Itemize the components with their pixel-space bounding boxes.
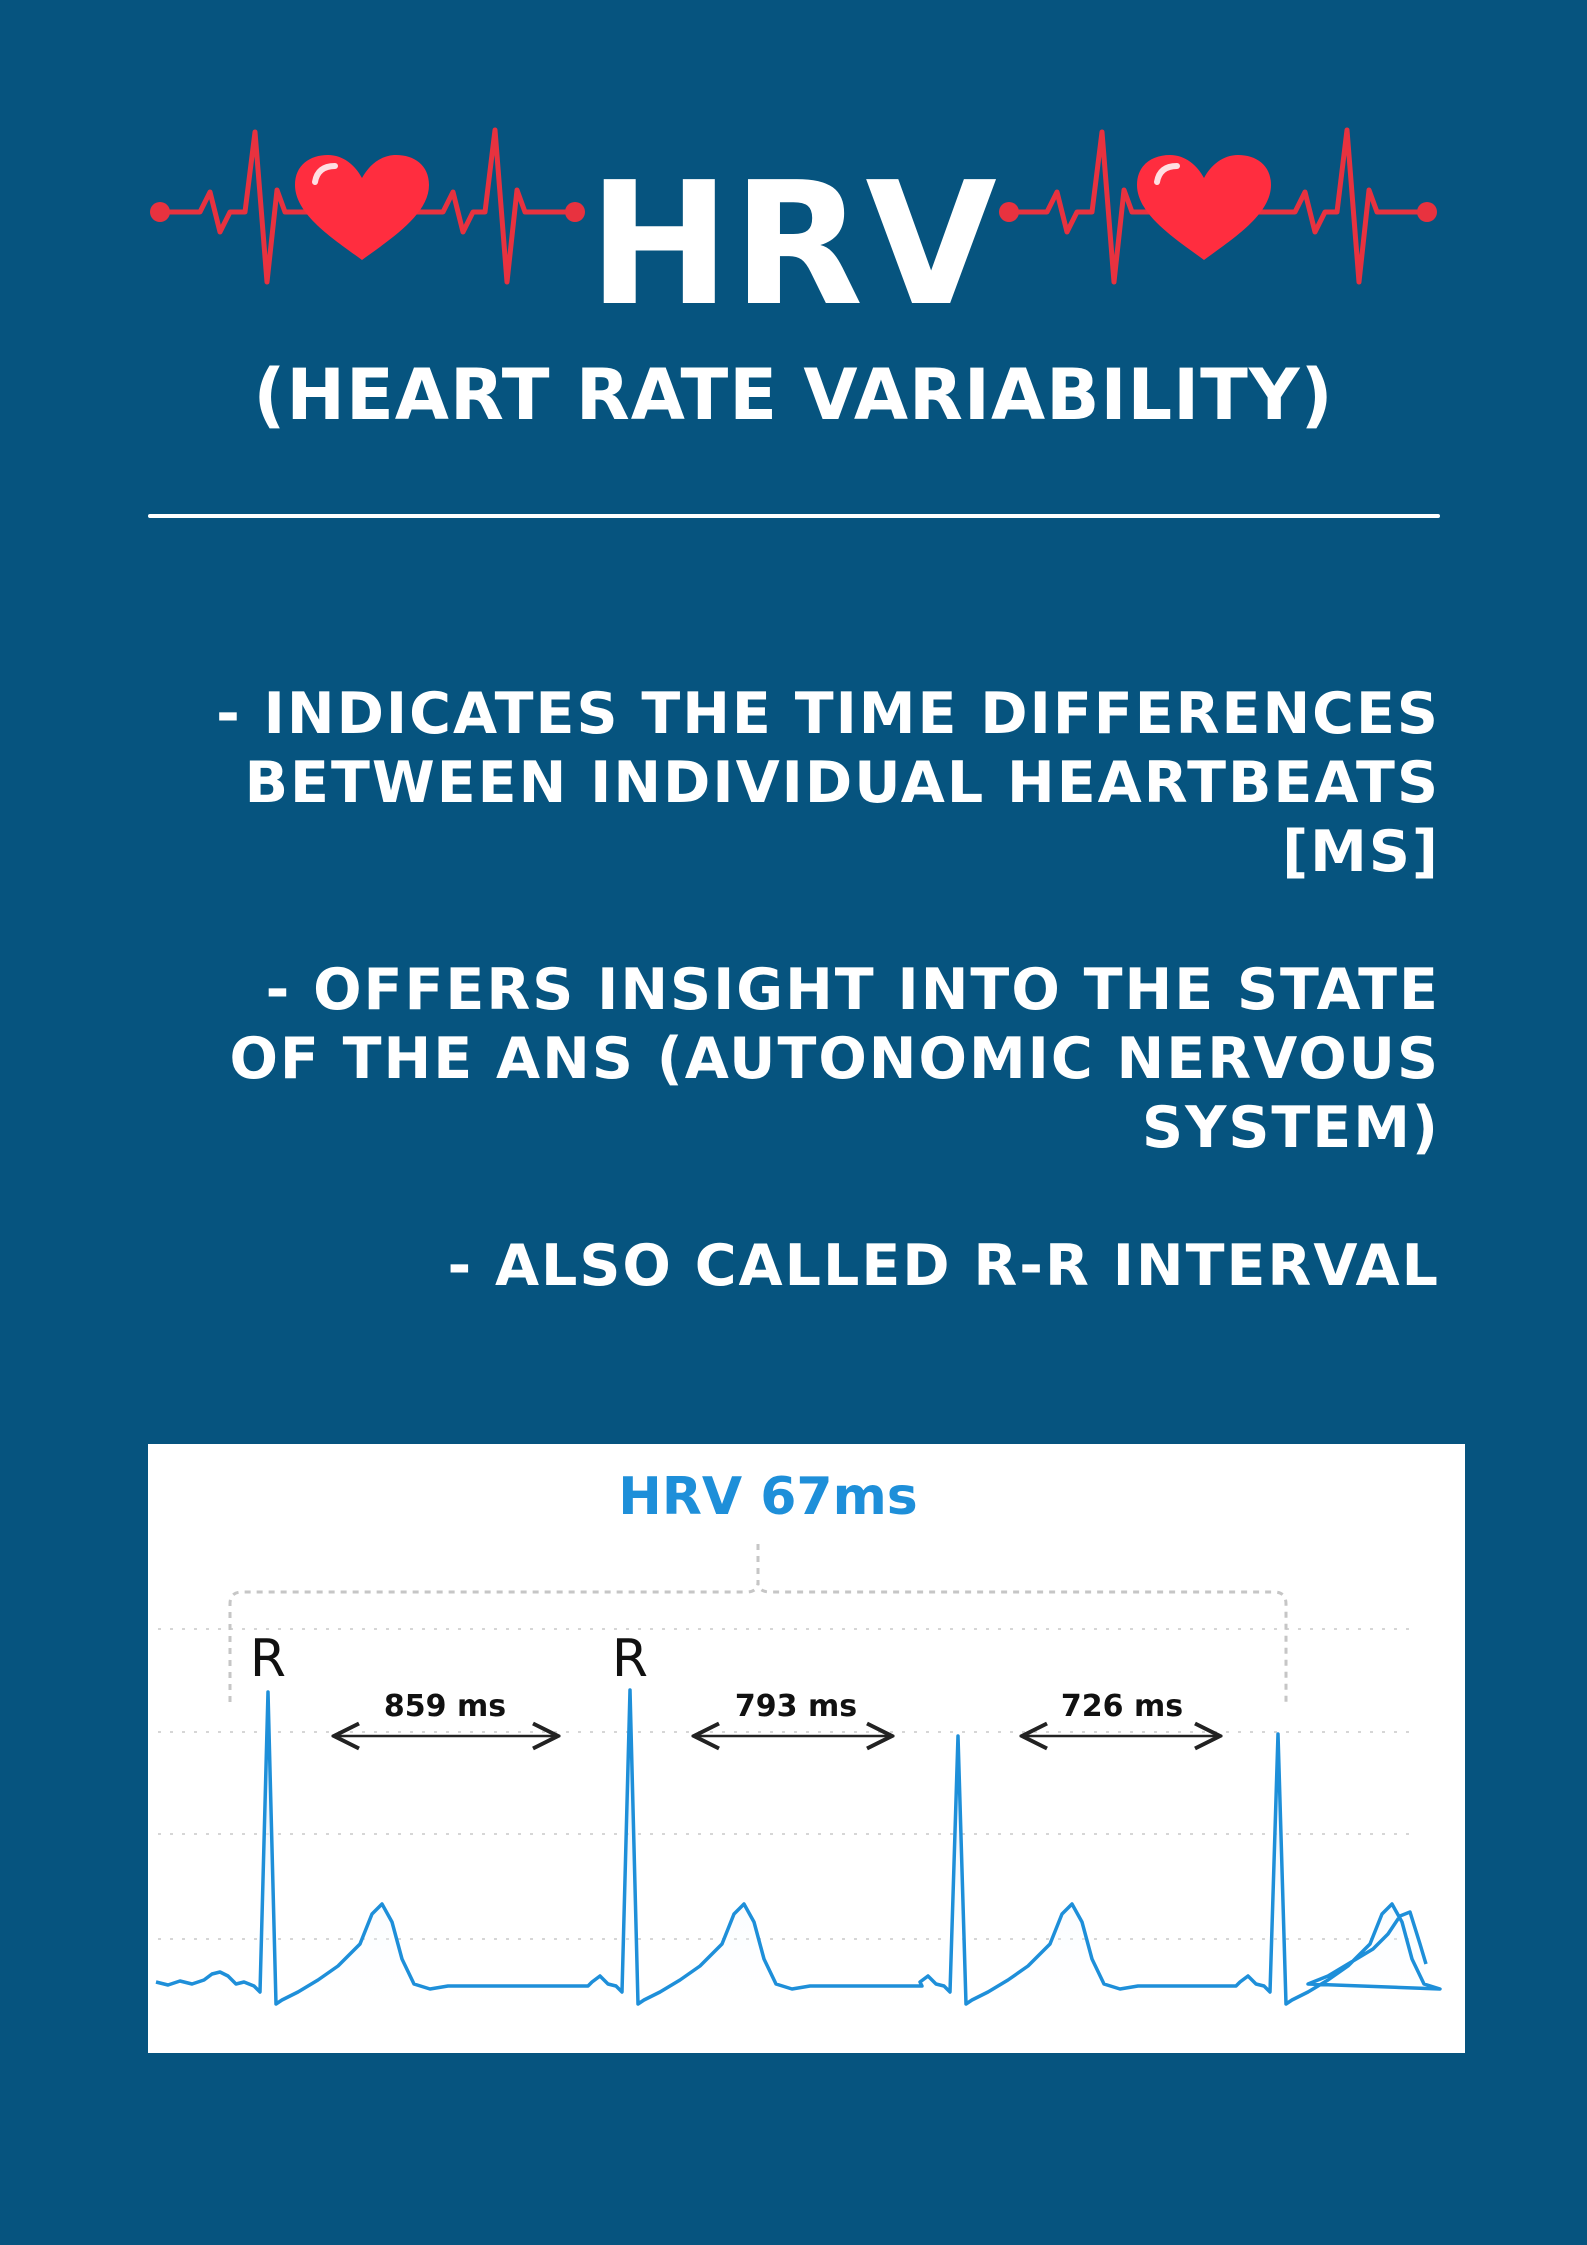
page-title: HRV: [588, 146, 999, 344]
hrv-chart-svg: [148, 1444, 1465, 2053]
chart-title: HRV 67ms: [618, 1467, 918, 1527]
bullet-list: [200, 680, 1440, 1370]
interval-bracket: [230, 1582, 1286, 1702]
bullet-item: - INDICATES THE TIME DIFFERENCES BETWEEN INDIVIDUAL HEARTBEATS [MS]: [216, 681, 1440, 885]
interval-annotation: [1022, 1689, 1220, 1736]
hrv-chart: [148, 1444, 1465, 2053]
chart-grid: [158, 1629, 1418, 1939]
r-peak-label: R: [611, 1629, 649, 1689]
ecg-area: [156, 1690, 1440, 2024]
bullet-item: - OFFERS INSIGHT INTO THE STATE OF THE ANS (AUTONOMIC NERVOUS SYSTEM): [229, 957, 1440, 1161]
interval-annotation: [334, 1689, 558, 1736]
interval-label: 859 ms: [383, 1689, 507, 1724]
interval-label: 726 ms: [1060, 1689, 1184, 1724]
r-peak-label: R: [249, 1629, 287, 1689]
interval-annotation: [694, 1689, 892, 1736]
header: [0, 0, 1587, 560]
bullet-item: - ALSO CALLED R-R INTERVAL: [447, 1233, 1440, 1299]
heartbeat-heart-icon-left: [145, 120, 590, 290]
interval-label: 793 ms: [734, 1689, 858, 1724]
page-subtitle: (HEART RATE VARIABILITY): [253, 354, 1334, 436]
heartbeat-heart-icon-right: [997, 120, 1442, 290]
header-divider: [148, 514, 1440, 518]
